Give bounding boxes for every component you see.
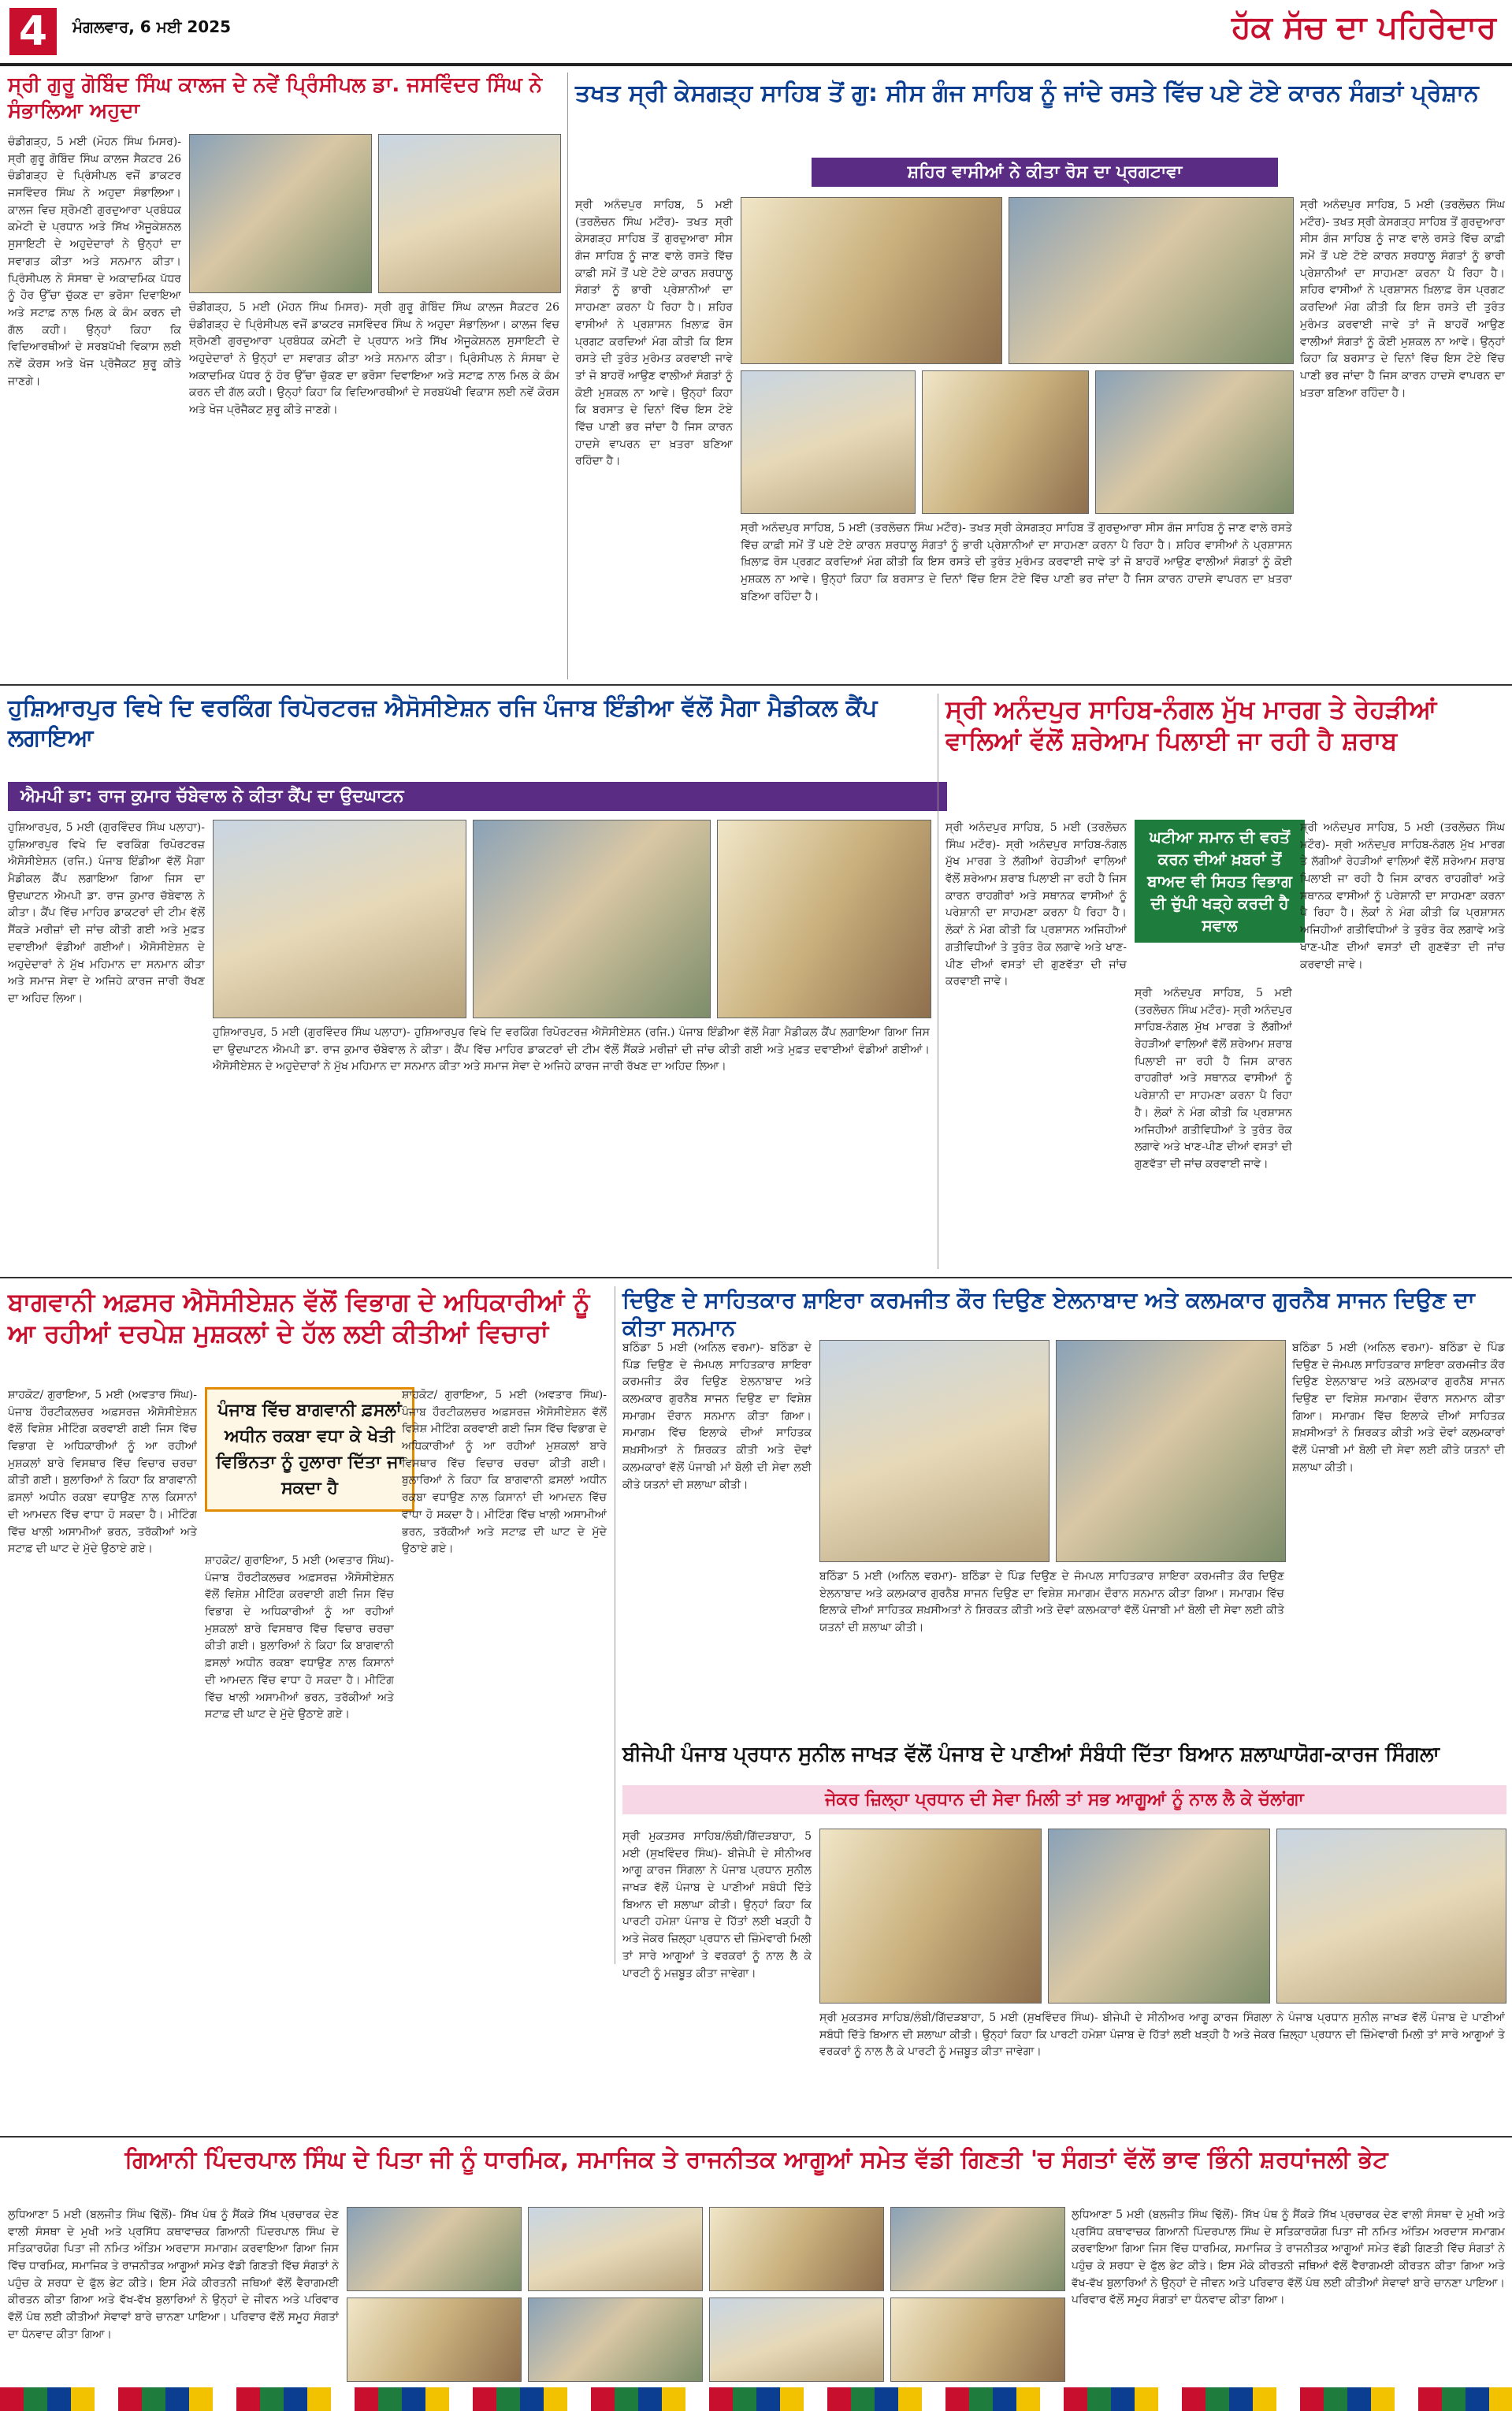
article-literary-photo-2 (1056, 1340, 1286, 1562)
article-liquor-body-1: ਸ੍ਰੀ ਅਨੰਦਪੁਰ ਸਾਹਿਬ, 5 ਮਈ (ਤਰਲੋਚਨ ਸਿੰਘ ਮਟੌਰ)- ਸ੍ਰੀ ਅਨੰਦਪੁਰ ਸਾਹਿਬ-ਨੰਗਲ ਮੁੱਖ ਮਾਰਗ ਤੇ ਲੱਗੀਆਂ ਰੇਹੜੀਆਂ ਵਾਲਿਆਂ ਵੱਲੋਂ ਸ਼ਰੇਆਮ ਸ਼ਰਾਬ ਪਿਲਾਈ ਜਾ ਰਹੀ ਹੈ ਜਿਸ ਕਾਰਨ ਰਾਹਗੀਰਾਂ ਅਤੇ ਸਥਾਨਕ ਵਾਸੀਆਂ ਨੂੰ ਪਰੇਸ਼ਾਨੀ ਦਾ ਸਾਹਮਣਾ ਕਰਨਾ ਪੈ ਰਿਹਾ ਹੈ। ਲੋਕਾਂ ਨੇ ਮੰਗ ਕੀਤੀ ਕਿ ਪ੍ਰਸ਼ਾਸਨ ਅਜਿਹੀਆਂ ਗਤੀਵਿਧੀਆਂ ਤੇ ਤੁਰੰਤ ਰੋਕ ਲਗਾਵੇ ਅਤੇ ਖਾਣ-ਪੀਣ ਦੀਆਂ ਵਸਤਾਂ ਦੀ ਗੁਣਵੱਤਾ ਦੀ ਜਾਂਚ ਕਰਵਾਈ ਜਾਵੇ। (945, 821, 1127, 988)
article-medical-camp-body-1: ਹੁਸ਼ਿਆਰਪੁਰ, 5 ਮਈ (ਗੁਰਵਿੰਦਰ ਸਿੰਘ ਪਲਾਹਾ)- ਹੁਸ਼ਿਆਰਪੁਰ ਵਿਖੇ ਦਿ ਵਰਕਿੰਗ ਰਿਪੋਰਟਰਜ਼ ਐਸੋਸੀਏਸ਼ਨ (ਰਜਿ.) ਪੰਜਾਬ ਇੰਡੀਆ ਵੱਲੋਂ ਮੈਗਾ ਮੈਡੀਕਲ ਕੈਂਪ ਲਗਾਇਆ ਗਿਆ ਜਿਸ ਦਾ ਉਦਘਾਟਨ ਐਮਪੀ ਡਾ. ਰਾਜ ਕੁਮਾਰ ਚੱਬੇਵਾਲ ਨੇ ਕੀਤਾ। ਕੈਂਪ ਵਿੱਚ ਮਾਹਿਰ ਡਾਕਟਰਾਂ ਦੀ ਟੀਮ ਵੱਲੋਂ ਸੈਂਕੜੇ ਮਰੀਜ਼ਾਂ ਦੀ ਜਾਂਚ ਕੀਤੀ ਗਈ ਅਤੇ ਮੁਫ਼ਤ ਦਵਾਈਆਂ ਵੰਡੀਆਂ ਗਈਆਂ। ਐਸੋਸੀਏਸ਼ਨ ਦੇ ਅਹੁਦੇਦਾਰਾਂ ਨੇ ਮੁੱਖ ਮਹਿਮਾਨ ਦਾ ਸਨਮਾਨ ਕੀਤਾ ਅਤੇ ਸਮਾਜ ਸੇਵਾ ਦੇ ਅਜਿਹੇ ਕਾਰਜ ਜਾਰੀ ਰੱਖਣ ਦਾ ਅਹਿਦ ਲਿਆ। (8, 821, 205, 1005)
article-literary-headline: ਦਿਉਣ ਦੇ ਸਾਹਿਤਕਾਰ ਸ਼ਾਇਰਾ ਕਰਮਜੀਤ ਕੌਰ ਦਿਉਣ ਏਲਨਾਬਾਦ ਅਤੇ ਕਲਮਕਾਰ ਗੁਰਨੈਬ ਸਾਜਨ ਦਿਉਣ ਦਾ ਕੀਤਾ ਸਨਮਾਨ (622, 1287, 1475, 1341)
article-bjp-photo-1 (819, 1829, 1042, 2004)
article-tribute-photo-6 (528, 2298, 703, 2382)
column-divider (567, 73, 568, 679)
article-pothole-headline: ਤਖਤ ਸ੍ਰੀ ਕੇਸਗੜ੍ਹ ਸਾਹਿਬ ਤੋਂ ਗੁ: ਸੀਸ ਗੰਜ ਸਾਹਿਬ ਨੂੰ ਜਾਂਦੇ ਰਸਤੇ ਵਿੱਚ ਪਏ ਟੋਏ ਕਾਰਨ ਸੰਗਤਾਂ ਪ੍ਰੇਸ਼ਾਨ (575, 80, 1479, 107)
article-horticulture-body-3: ਸ਼ਾਹਕੋਟ/ ਗੁਰਾਇਆ, 5 ਮਈ (ਅਵਤਾਰ ਸਿੰਘ)- ਪੰਜਾਬ ਹੌਰਟੀਕਲਚਰ ਅਫ਼ਸਰਜ਼ ਐਸੋਸੀਏਸ਼ਨ ਵੱਲੋਂ ਵਿਸ਼ੇਸ਼ ਮੀਟਿੰਗ ਕਰਵਾਈ ਗਈ ਜਿਸ ਵਿੱਚ ਵਿਭਾਗ ਦੇ ਅਧਿਕਾਰੀਆਂ ਨੂੰ ਆ ਰਹੀਆਂ ਮੁਸ਼ਕਲਾਂ ਬਾਰੇ ਵਿਸਥਾਰ ਵਿੱਚ ਵਿਚਾਰ ਚਰਚਾ ਕੀਤੀ ਗਈ। ਬੁਲਾਰਿਆਂ ਨੇ ਕਿਹਾ ਕਿ ਬਾਗਵਾਨੀ ਫ਼ਸਲਾਂ ਅਧੀਨ ਰਕਬਾ ਵਧਾਉਣ ਨਾਲ ਕਿਸਾਨਾਂ ਦੀ ਆਮਦਨ ਵਿੱਚ ਵਾਧਾ ਹੋ ਸਕਦਾ ਹੈ। ਮੀਟਿੰਗ ਵਿੱਚ ਖਾਲੀ ਅਸਾਮੀਆਂ ਭਰਨ, ਤਰੱਕੀਆਂ ਅਤੇ ਸਟਾਫ਼ ਦੀ ਘਾਟ ਦੇ ਮੁੱਦੇ ਉਠਾਏ ਗਏ। (402, 1389, 607, 1556)
article-medical-camp-photo-1 (213, 820, 466, 1018)
article-liquor-headline: ਸ੍ਰੀ ਅਨੰਦਪੁਰ ਸਾਹਿਬ-ਨੰਗਲ ਮੁੱਖ ਮਾਰਗ ਤੇ ਰੇਹੜੀਆਂ ਵਾਲਿਆਂ ਵੱਲੋਂ ਸ਼ਰੇਆਮ ਪਿਲਾਈ ਜਾ ਰਹੀ ਹੈ ਸ਼ਰਾਬ (945, 694, 1437, 756)
article-pothole-body-3: ਸ੍ਰੀ ਅਨੰਦਪੁਰ ਸਾਹਿਬ, 5 ਮਈ (ਤਰਲੋਚਨ ਸਿੰਘ ਮਟੌਰ)- ਤਖਤ ਸ੍ਰੀ ਕੇਸਗੜ੍ਹ ਸਾਹਿਬ ਤੋਂ ਗੁਰਦੁਆਰਾ ਸੀਸ ਗੰਜ ਸਾਹਿਬ ਨੂੰ ਜਾਣ ਵਾਲੇ ਰਸਤੇ ਵਿੱਚ ਕਾਫ਼ੀ ਸਮੇਂ ਤੋਂ ਪਏ ਟੋਏ ਕਾਰਨ ਸ਼ਰਧਾਲੂ ਸੰਗਤਾਂ ਨੂੰ ਭਾਰੀ ਪ੍ਰੇਸ਼ਾਨੀਆਂ ਦਾ ਸਾਹਮਣਾ ਕਰਨਾ ਪੈ ਰਿਹਾ ਹੈ। ਸ਼ਹਿਰ ਵਾਸੀਆਂ ਨੇ ਪ੍ਰਸ਼ਾਸਨ ਖ਼ਿਲਾਫ਼ ਰੋਸ ਪ੍ਰਗਟ ਕਰਦਿਆਂ ਮੰਗ ਕੀਤੀ ਕਿ ਇਸ ਰਸਤੇ ਦੀ ਤੁਰੰਤ ਮੁਰੰਮਤ ਕਰਵਾਈ ਜਾਵੇ ਤਾਂ ਜੋ ਬਾਹਰੋਂ ਆਉਣ ਵਾਲੀਆਂ ਸੰਗਤਾਂ ਨੂੰ ਕੋਈ ਮੁਸ਼ਕਲ ਨਾ ਆਵੇ। ਉਨ੍ਹਾਂ ਕਿਹਾ ਕਿ ਬਰਸਾਤ ਦੇ ਦਿਨਾਂ ਵਿੱਚ ਇਸ ਟੋਏ ਵਿੱਚ ਪਾਣੀ ਭਰ ਜਾਂਦਾ ਹੈ ਜਿਸ ਕਾਰਨ ਹਾਦਸੇ ਵਾਪਰਨ ਦਾ ਖ਼ਤਰਾ ਬਣਿਆ ਰਹਿੰਦਾ ਹੈ। (1300, 199, 1505, 400)
article-tribute-body-1: ਲੁਧਿਆਣਾ 5 ਮਈ (ਬਲਜੀਤ ਸਿੰਘ ਢਿੱਲੋਂ)- ਸਿੱਖ ਪੰਥ ਨੂੰ ਸੈਂਕੜੇ ਸਿੱਖ ਪ੍ਰਚਾਰਕ ਦੇਣ ਵਾਲੀ ਸੰਸਥਾ ਦੇ ਮੁਖੀ ਅਤੇ ਪ੍ਰਸਿੱਧ ਕਥਾਵਾਚਕ ਗਿਆਨੀ ਪਿੰਦਰਪਾਲ ਸਿੰਘ ਦੇ ਸਤਿਕਾਰਯੋਗ ਪਿਤਾ ਜੀ ਨਮਿਤ ਅੰਤਿਮ ਅਰਦਾਸ ਸਮਾਗਮ ਕਰਵਾਇਆ ਗਿਆ ਜਿਸ ਵਿੱਚ ਧਾਰਮਿਕ, ਸਮਾਜਿਕ ਤੇ ਰਾਜਨੀਤਕ ਆਗੂਆਂ ਸਮੇਤ ਵੱਡੀ ਗਿਣਤੀ ਵਿੱਚ ਸੰਗਤਾਂ ਨੇ ਪਹੁੰਚ ਕੇ ਸ਼ਰਧਾ ਦੇ ਫੁੱਲ ਭੇਟ ਕੀਤੇ। ਇਸ ਮੌਕੇ ਕੀਰਤਨੀ ਜਥਿਆਂ ਵੱਲੋਂ ਵੈਰਾਗਮਈ ਕੀਰਤਨ ਕੀਤਾ ਗਿਆ ਅਤੇ ਵੱਖ-ਵੱਖ ਬੁਲਾਰਿਆਂ ਨੇ ਉਨ੍ਹਾਂ ਦੇ ਜੀਵਨ ਅਤੇ ਪਰਿਵਾਰ ਵੱਲੋਂ ਪੰਥ ਲਈ ਕੀਤੀਆਂ ਸੇਵਾਵਾਂ ਬਾਰੇ ਚਾਨਣਾ ਪਾਇਆ। ਪਰਿਵਾਰ ਵੱਲੋਂ ਸਮੂਹ ਸੰਗਤਾਂ ਦਾ ਧੰਨਵਾਦ ਕੀਤਾ ਗਿਆ। (8, 2208, 339, 2341)
footer-color-strip (0, 2387, 1512, 2411)
masthead-logo: ਹੱਕ ਸੱਚ ਦਾ ਪਹਿਰੇਦਾਰ (1232, 9, 1496, 46)
article-principal-body-2: ਚੰਡੀਗੜ੍ਹ, 5 ਮਈ (ਮੋਹਨ ਸਿੰਘ ਮਿਸਰ)- ਸ੍ਰੀ ਗੁਰੂ ਗੋਬਿੰਦ ਸਿੰਘ ਕਾਲਜ ਸੈਕਟਰ 26 ਚੰਡੀਗੜ੍ਹ ਦੇ ਪ੍ਰਿੰਸੀਪਲ ਵਜੋਂ ਡਾਕਟਰ ਜਸਵਿੰਦਰ ਸਿੰਘ ਨੇ ਅਹੁਦਾ ਸੰਭਾਲਿਆ। ਕਾਲਜ ਵਿਚ ਸ਼੍ਰੋਮਣੀ ਗੁਰਦੁਆਰਾ ਪ੍ਰਬੰਧਕ ਕਮੇਟੀ ਦੇ ਪ੍ਰਧਾਨ ਅਤੇ ਸਿੱਖ ਐਜੂਕੇਸ਼ਨਲ ਸੁਸਾਇਟੀ ਦੇ ਅਹੁਦੇਦਾਰਾਂ ਨੇ ਉਨ੍ਹਾਂ ਦਾ ਸਵਾਗਤ ਕੀਤਾ ਅਤੇ ਸਨਮਾਨ ਕੀਤਾ। ਪ੍ਰਿੰਸੀਪਲ ਨੇ ਸੰਸਥਾ ਦੇ ਅਕਾਦਮਿਕ ਪੱਧਰ ਨੂੰ ਹੋਰ ਉੱਚਾ ਚੁੱਕਣ ਦਾ ਭਰੋਸਾ ਦਿਵਾਇਆ ਅਤੇ ਸਟਾਫ਼ ਨਾਲ ਮਿਲ ਕੇ ਕੰਮ ਕਰਨ ਦੀ ਗੱਲ ਕਹੀ। ਉਨ੍ਹਾਂ ਕਿਹਾ ਕਿ ਵਿਦਿਆਰਥੀਆਂ ਦੇ ਸਰਬਪੱਖੀ ਵਿਕਾਸ ਲਈ ਨਵੇਂ ਕੋਰਸ ਅਤੇ ਖੋਜ ਪ੍ਰੋਜੈਕਟ ਸ਼ੁਰੂ ਕੀਤੇ ਜਾਣਗੇ। (189, 301, 559, 417)
article-literary-body-3: ਬਠਿੰਡਾ 5 ਮਈ (ਅਨਿਲ ਵਰਮਾ)- ਬਠਿੰਡਾ ਦੇ ਪਿੰਡ ਦਿਉਣ ਦੇ ਜੰਮਪਲ ਸਾਹਿਤਕਾਰ ਸ਼ਾਇਰਾ ਕਰਮਜੀਤ ਕੌਰ ਦਿਉਣ ਏਲਨਾਬਾਦ ਅਤੇ ਕਲਮਕਾਰ ਗੁਰਨੈਬ ਸਾਜਨ ਦਿਉਣ ਦਾ ਵਿਸ਼ੇਸ਼ ਸਮਾਗਮ ਦੌਰਾਨ ਸਨਮਾਨ ਕੀਤਾ ਗਿਆ। ਸਮਾਗਮ ਵਿੱਚ ਇਲਾਕੇ ਦੀਆਂ ਸਾਹਿਤਕ ਸ਼ਖ਼ਸੀਅਤਾਂ ਨੇ ਸ਼ਿਰਕਤ ਕੀਤੀ ਅਤੇ ਦੋਵਾਂ ਕਲਮਕਾਰਾਂ ਵੱਲੋਂ ਪੰਜਾਬੀ ਮਾਂ ਬੋਲੀ ਦੀ ਸੇਵਾ ਲਈ ਕੀਤੇ ਯਤਨਾਂ ਦੀ ਸ਼ਲਾਘਾ ਕੀਤੀ। (1292, 1341, 1505, 1474)
article-liquor-body-3: ਸ੍ਰੀ ਅਨੰਦਪੁਰ ਸਾਹਿਬ, 5 ਮਈ (ਤਰਲੋਚਨ ਸਿੰਘ ਮਟੌਰ)- ਸ੍ਰੀ ਅਨੰਦਪੁਰ ਸਾਹਿਬ-ਨੰਗਲ ਮੁੱਖ ਮਾਰਗ ਤੇ ਲੱਗੀਆਂ ਰੇਹੜੀਆਂ ਵਾਲਿਆਂ ਵੱਲੋਂ ਸ਼ਰੇਆਮ ਸ਼ਰਾਬ ਪਿਲਾਈ ਜਾ ਰਹੀ ਹੈ ਜਿਸ ਕਾਰਨ ਰਾਹਗੀਰਾਂ ਅਤੇ ਸਥਾਨਕ ਵਾਸੀਆਂ ਨੂੰ ਪਰੇਸ਼ਾਨੀ ਦਾ ਸਾਹਮਣਾ ਕਰਨਾ ਪੈ ਰਿਹਾ ਹੈ। ਲੋਕਾਂ ਨੇ ਮੰਗ ਕੀਤੀ ਕਿ ਪ੍ਰਸ਼ਾਸਨ ਅਜਿਹੀਆਂ ਗਤੀਵਿਧੀਆਂ ਤੇ ਤੁਰੰਤ ਰੋਕ ਲਗਾਵੇ ਅਤੇ ਖਾਣ-ਪੀਣ ਦੀਆਂ ਵਸਤਾਂ ਦੀ ਗੁਣਵੱਤਾ ਦੀ ਜਾਂਚ ਕਰਵਾਈ ਜਾਵੇ। (1300, 821, 1505, 971)
article-literary-photo-1 (819, 1340, 1049, 1562)
article-horticulture-body-1: ਸ਼ਾਹਕੋਟ/ ਗੁਰਾਇਆ, 5 ਮਈ (ਅਵਤਾਰ ਸਿੰਘ)- ਪੰਜਾਬ ਹੌਰਟੀਕਲਚਰ ਅਫ਼ਸਰਜ਼ ਐਸੋਸੀਏਸ਼ਨ ਵੱਲੋਂ ਵਿਸ਼ੇਸ਼ ਮੀਟਿੰਗ ਕਰਵਾਈ ਗਈ ਜਿਸ ਵਿੱਚ ਵਿਭਾਗ ਦੇ ਅਧਿਕਾਰੀਆਂ ਨੂੰ ਆ ਰਹੀਆਂ ਮੁਸ਼ਕਲਾਂ ਬਾਰੇ ਵਿਸਥਾਰ ਵਿੱਚ ਵਿਚਾਰ ਚਰਚਾ ਕੀਤੀ ਗਈ। ਬੁਲਾਰਿਆਂ ਨੇ ਕਿਹਾ ਕਿ ਬਾਗਵਾਨੀ ਫ਼ਸਲਾਂ ਅਧੀਨ ਰਕਬਾ ਵਧਾਉਣ ਨਾਲ ਕਿਸਾਨਾਂ ਦੀ ਆਮਦਨ ਵਿੱਚ ਵਾਧਾ ਹੋ ਸਕਦਾ ਹੈ। ਮੀਟਿੰਗ ਵਿੱਚ ਖਾਲੀ ਅਸਾਮੀਆਂ ਭਰਨ, ਤਰੱਕੀਆਂ ਅਤੇ ਸਟਾਫ਼ ਦੀ ਘਾਟ ਦੇ ਮੁੱਦੇ ਉਠਾਏ ਗਏ। (8, 1389, 197, 1556)
article-horticulture-body-2: ਸ਼ਾਹਕੋਟ/ ਗੁਰਾਇਆ, 5 ਮਈ (ਅਵਤਾਰ ਸਿੰਘ)- ਪੰਜਾਬ ਹੌਰਟੀਕਲਚਰ ਅਫ਼ਸਰਜ਼ ਐਸੋਸੀਏਸ਼ਨ ਵੱਲੋਂ ਵਿਸ਼ੇਸ਼ ਮੀਟਿੰਗ ਕਰਵਾਈ ਗਈ ਜਿਸ ਵਿੱਚ ਵਿਭਾਗ ਦੇ ਅਧਿਕਾਰੀਆਂ ਨੂੰ ਆ ਰਹੀਆਂ ਮੁਸ਼ਕਲਾਂ ਬਾਰੇ ਵਿਸਥਾਰ ਵਿੱਚ ਵਿਚਾਰ ਚਰਚਾ ਕੀਤੀ ਗਈ। ਬੁਲਾਰਿਆਂ ਨੇ ਕਿਹਾ ਕਿ ਬਾਗਵਾਨੀ ਫ਼ਸਲਾਂ ਅਧੀਨ ਰਕਬਾ ਵਧਾਉਣ ਨਾਲ ਕਿਸਾਨਾਂ ਦੀ ਆਮਦਨ ਵਿੱਚ ਵਾਧਾ ਹੋ ਸਕਦਾ ਹੈ। ਮੀਟਿੰਗ ਵਿੱਚ ਖਾਲੀ ਅਸਾਮੀਆਂ ਭਰਨ, ਤਰੱਕੀਆਂ ਅਤੇ ਸਟਾਫ਼ ਦੀ ਘਾਟ ਦੇ ਮੁੱਦੇ ਉਠਾਏ ਗਏ। (205, 1554, 394, 1721)
article-bjp-body-2: ਸ੍ਰੀ ਮੁਕਤਸਰ ਸਾਹਿਬ/ਲੰਬੀ/ਗਿੱਦੜਬਾਹਾ, 5 ਮਈ (ਸੁਖਵਿੰਦਰ ਸਿੰਘ)- ਬੀਜੇਪੀ ਦੇ ਸੀਨੀਅਰ ਆਗੂ ਕਾਰਜ ਸਿੰਗਲਾ ਨੇ ਪੰਜਾਬ ਪ੍ਰਧਾਨ ਸੁਨੀਲ ਜਾਖੜ ਵੱਲੋਂ ਪੰਜਾਬ ਦੇ ਪਾਣੀਆਂ ਸਬੰਧੀ ਦਿੱਤੇ ਬਿਆਨ ਦੀ ਸ਼ਲਾਘਾ ਕੀਤੀ। ਉਨ੍ਹਾਂ ਕਿਹਾ ਕਿ ਪਾਰਟੀ ਹਮੇਸ਼ਾ ਪੰਜਾਬ ਦੇ ਹਿੱਤਾਂ ਲਈ ਖੜ੍ਹੀ ਹੈ ਅਤੇ ਜੇਕਰ ਜ਼ਿਲ੍ਹਾ ਪ੍ਰਧਾਨ ਦੀ ਜ਼ਿੰਮੇਵਾਰੀ ਮਿਲੀ ਤਾਂ ਸਾਰੇ ਆਗੂਆਂ ਤੇ ਵਰਕਰਾਂ ਨੂੰ ਨਾਲ ਲੈ ਕੇ ਪਾਰਟੀ ਨੂੰ ਮਜ਼ਬੂਤ ਕੀਤਾ ਜਾਵੇਗਾ। (819, 2011, 1505, 2059)
article-tribute-photo-8 (890, 2298, 1065, 2382)
article-pothole-photo-1 (741, 197, 1002, 364)
article-medical-camp-headline: ਹੁਸ਼ਿਆਰਪੁਰ ਵਿਖੇ ਦਿ ਵਰਕਿੰਗ ਰਿਪੋਰਟਰਜ਼ ਐਸੋਸੀਏਸ਼ਨ ਰਜਿ ਪੰਜਾਬ ਇੰਡੀਆ ਵੱਲੋਂ ਮੈਗਾ ਮੈਡੀਕਲ ਕੈਂਪ ਲਗਾਇਆ (8, 694, 878, 752)
article-pothole-photo-3 (741, 370, 916, 514)
section-divider (0, 2136, 1512, 2138)
article-bjp-photo-2 (1048, 1829, 1270, 2004)
article-medical-camp-photo-3 (717, 820, 931, 1018)
article-pothole-body-2: ਸ੍ਰੀ ਅਨੰਦਪੁਰ ਸਾਹਿਬ, 5 ਮਈ (ਤਰਲੋਚਨ ਸਿੰਘ ਮਟੌਰ)- ਤਖਤ ਸ੍ਰੀ ਕੇਸਗੜ੍ਹ ਸਾਹਿਬ ਤੋਂ ਗੁਰਦੁਆਰਾ ਸੀਸ ਗੰਜ ਸਾਹਿਬ ਨੂੰ ਜਾਣ ਵਾਲੇ ਰਸਤੇ ਵਿੱਚ ਕਾਫ਼ੀ ਸਮੇਂ ਤੋਂ ਪਏ ਟੋਏ ਕਾਰਨ ਸ਼ਰਧਾਲੂ ਸੰਗਤਾਂ ਨੂੰ ਭਾਰੀ ਪ੍ਰੇਸ਼ਾਨੀਆਂ ਦਾ ਸਾਹਮਣਾ ਕਰਨਾ ਪੈ ਰਿਹਾ ਹੈ। ਸ਼ਹਿਰ ਵਾਸੀਆਂ ਨੇ ਪ੍ਰਸ਼ਾਸਨ ਖ਼ਿਲਾਫ਼ ਰੋਸ ਪ੍ਰਗਟ ਕਰਦਿਆਂ ਮੰਗ ਕੀਤੀ ਕਿ ਇਸ ਰਸਤੇ ਦੀ ਤੁਰੰਤ ਮੁਰੰਮਤ ਕਰਵਾਈ ਜਾਵੇ ਤਾਂ ਜੋ ਬਾਹਰੋਂ ਆਉਣ ਵਾਲੀਆਂ ਸੰਗਤਾਂ ਨੂੰ ਕੋਈ ਮੁਸ਼ਕਲ ਨਾ ਆਵੇ। ਉਨ੍ਹਾਂ ਕਿਹਾ ਕਿ ਬਰਸਾਤ ਦੇ ਦਿਨਾਂ ਵਿੱਚ ਇਸ ਟੋਏ ਵਿੱਚ ਪਾਣੀ ਭਰ ਜਾਂਦਾ ਹੈ ਜਿਸ ਕਾਰਨ ਹਾਦਸੇ ਵਾਪਰਨ ਦਾ ਖ਼ਤਰਾ ਬਣਿਆ ਰਹਿੰਦਾ ਹੈ। (741, 522, 1292, 603)
article-bjp-photo-3 (1276, 1829, 1506, 2004)
article-pothole-photo-4 (922, 370, 1089, 514)
section-divider (0, 684, 1512, 686)
article-literary-body-2: ਬਠਿੰਡਾ 5 ਮਈ (ਅਨਿਲ ਵਰਮਾ)- ਬਠਿੰਡਾ ਦੇ ਪਿੰਡ ਦਿਉਣ ਦੇ ਜੰਮਪਲ ਸਾਹਿਤਕਾਰ ਸ਼ਾਇਰਾ ਕਰਮਜੀਤ ਕੌਰ ਦਿਉਣ ਏਲਨਾਬਾਦ ਅਤੇ ਕਲਮਕਾਰ ਗੁਰਨੈਬ ਸਾਜਨ ਦਿਉਣ ਦਾ ਵਿਸ਼ੇਸ਼ ਸਮਾਗਮ ਦੌਰਾਨ ਸਨਮਾਨ ਕੀਤਾ ਗਿਆ। ਸਮਾਗਮ ਵਿੱਚ ਇਲਾਕੇ ਦੀਆਂ ਸਾਹਿਤਕ ਸ਼ਖ਼ਸੀਅਤਾਂ ਨੇ ਸ਼ਿਰਕਤ ਕੀਤੀ ਅਤੇ ਦੋਵਾਂ ਕਲਮਕਾਰਾਂ ਵੱਲੋਂ ਪੰਜਾਬੀ ਮਾਂ ਬੋਲੀ ਦੀ ਸੇਵਾ ਲਈ ਕੀਤੇ ਯਤਨਾਂ ਦੀ ਸ਼ਲਾਘਾ ਕੀਤੀ। (819, 1570, 1284, 1635)
page-number: 4 (9, 8, 57, 55)
article-liquor-callout: ਘਟੀਆ ਸਮਾਨ ਦੀ ਵਰਤੋਂ ਕਰਨ ਦੀਆਂ ਖ਼ਬਰਾਂ ਤੋਂ ਬਾਅਦ ਵੀ ਸਿਹਤ ਵਿਭਾਗ ਦੀ ਚੁੱਪੀ ਖੜ੍ਹੇ ਕਰਦੀ ਹੈ ਸਵਾਲ (1135, 820, 1305, 943)
article-liquor-body-2: ਸ੍ਰੀ ਅਨੰਦਪੁਰ ਸਾਹਿਬ, 5 ਮਈ (ਤਰਲੋਚਨ ਸਿੰਘ ਮਟੌਰ)- ਸ੍ਰੀ ਅਨੰਦਪੁਰ ਸਾਹਿਬ-ਨੰਗਲ ਮੁੱਖ ਮਾਰਗ ਤੇ ਲੱਗੀਆਂ ਰੇਹੜੀਆਂ ਵਾਲਿਆਂ ਵੱਲੋਂ ਸ਼ਰੇਆਮ ਸ਼ਰਾਬ ਪਿਲਾਈ ਜਾ ਰਹੀ ਹੈ ਜਿਸ ਕਾਰਨ ਰਾਹਗੀਰਾਂ ਅਤੇ ਸਥਾਨਕ ਵਾਸੀਆਂ ਨੂੰ ਪਰੇਸ਼ਾਨੀ ਦਾ ਸਾਹਮਣਾ ਕਰਨਾ ਪੈ ਰਿਹਾ ਹੈ। ਲੋਕਾਂ ਨੇ ਮੰਗ ਕੀਤੀ ਕਿ ਪ੍ਰਸ਼ਾਸਨ ਅਜਿਹੀਆਂ ਗਤੀਵਿਧੀਆਂ ਤੇ ਤੁਰੰਤ ਰੋਕ ਲਗਾਵੇ ਅਤੇ ਖਾਣ-ਪੀਣ ਦੀਆਂ ਵਸਤਾਂ ਦੀ ਗੁਣਵੱਤਾ ਦੀ ਜਾਂਚ ਕਰਵਾਈ ਜਾਵੇ। (1135, 987, 1292, 1170)
article-principal-body-1: ਚੰਡੀਗੜ੍ਹ, 5 ਮਈ (ਮੋਹਨ ਸਿੰਘ ਮਿਸਰ)- ਸ੍ਰੀ ਗੁਰੂ ਗੋਬਿੰਦ ਸਿੰਘ ਕਾਲਜ ਸੈਕਟਰ 26 ਚੰਡੀਗੜ੍ਹ ਦੇ ਪ੍ਰਿੰਸੀਪਲ ਵਜੋਂ ਡਾਕਟਰ ਜਸਵਿੰਦਰ ਸਿੰਘ ਨੇ ਅਹੁਦਾ ਸੰਭਾਲਿਆ। ਕਾਲਜ ਵਿਚ ਸ਼੍ਰੋਮਣੀ ਗੁਰਦੁਆਰਾ ਪ੍ਰਬੰਧਕ ਕਮੇਟੀ ਦੇ ਪ੍ਰਧਾਨ ਅਤੇ ਸਿੱਖ ਐਜੂਕੇਸ਼ਨਲ ਸੁਸਾਇਟੀ ਦੇ ਅਹੁਦੇਦਾਰਾਂ ਨੇ ਉਨ੍ਹਾਂ ਦਾ ਸਵਾਗਤ ਕੀਤਾ ਅਤੇ ਸਨਮਾਨ ਕੀਤਾ। ਪ੍ਰਿੰਸੀਪਲ ਨੇ ਸੰਸਥਾ ਦੇ ਅਕਾਦਮਿਕ ਪੱਧਰ ਨੂੰ ਹੋਰ ਉੱਚਾ ਚੁੱਕਣ ਦਾ ਭਰੋਸਾ ਦਿਵਾਇਆ ਅਤੇ ਸਟਾਫ਼ ਨਾਲ ਮਿਲ ਕੇ ਕੰਮ ਕਰਨ ਦੀ ਗੱਲ ਕਹੀ। ਉਨ੍ਹਾਂ ਕਿਹਾ ਕਿ ਵਿਦਿਆਰਥੀਆਂ ਦੇ ਸਰਬਪੱਖੀ ਵਿਕਾਸ ਲਈ ਨਵੇਂ ਕੋਰਸ ਅਤੇ ਖੋਜ ਪ੍ਰੋਜੈਕਟ ਸ਼ੁਰੂ ਕੀਤੇ ਜਾਣਗੇ। (8, 136, 181, 388)
article-pothole-photo-5 (1095, 370, 1294, 514)
article-pothole-subhead: ਸ਼ਹਿਰ ਵਾਸੀਆਂ ਨੇ ਕੀਤਾ ਰੋਸ ਦਾ ਪ੍ਰਗਟਾਵਾ (812, 158, 1278, 187)
article-pothole-photo-2 (1009, 197, 1294, 364)
article-literary-body-1: ਬਠਿੰਡਾ 5 ਮਈ (ਅਨਿਲ ਵਰਮਾ)- ਬਠਿੰਡਾ ਦੇ ਪਿੰਡ ਦਿਉਣ ਦੇ ਜੰਮਪਲ ਸਾਹਿਤਕਾਰ ਸ਼ਾਇਰਾ ਕਰਮਜੀਤ ਕੌਰ ਦਿਉਣ ਏਲਨਾਬਾਦ ਅਤੇ ਕਲਮਕਾਰ ਗੁਰਨੈਬ ਸਾਜਨ ਦਿਉਣ ਦਾ ਵਿਸ਼ੇਸ਼ ਸਮਾਗਮ ਦੌਰਾਨ ਸਨਮਾਨ ਕੀਤਾ ਗਿਆ। ਸਮਾਗਮ ਵਿੱਚ ਇਲਾਕੇ ਦੀਆਂ ਸਾਹਿਤਕ ਸ਼ਖ਼ਸੀਅਤਾਂ ਨੇ ਸ਼ਿਰਕਤ ਕੀਤੀ ਅਤੇ ਦੋਵਾਂ ਕਲਮਕਾਰਾਂ ਵੱਲੋਂ ਪੰਜਾਬੀ ਮਾਂ ਬੋਲੀ ਦੀ ਸੇਵਾ ਲਈ ਕੀਤੇ ਯਤਨਾਂ ਦੀ ਸ਼ਲਾਘਾ ਕੀਤੀ। (622, 1341, 812, 1491)
article-principal-photo-1 (189, 134, 372, 293)
article-bjp-headline: ਬੀਜੇਪੀ ਪੰਜਾਬ ਪ੍ਰਧਾਨ ਸੁਨੀਲ ਜਾਖੜ ਵੱਲੋਂ ਪੰਜਾਬ ਦੇ ਪਾਣੀਆਂ ਸੰਬੰਧੀ ਦਿੱਤਾ ਬਿਆਨ ਸ਼ਲਾਘਾਯੋਗ-ਕਾਰਜ ਸਿੰਗਲਾ (622, 1743, 1440, 1766)
article-tribute-headline: ਗਿਆਨੀ ਪਿੰਦਰਪਾਲ ਸਿੰਘ ਦੇ ਪਿਤਾ ਜੀ ਨੂੰ ਧਾਰਮਿਕ, ਸਮਾਜਿਕ ਤੇ ਰਾਜਨੀਤਕ ਆਗੂਆਂ ਸਮੇਤ ਵੱਡੀ ਗਿਣਤੀ 'ਚ ਸੰਗਤਾਂ ਵੱਲੋਂ ਭਾਵ ਭਿੰਨੀ ਸ਼ਰਧਾਂਜਲੀ ਭੇਟ (124, 2146, 1388, 2174)
article-horticulture-headline: ਬਾਗਵਾਨੀ ਅਫ਼ਸਰ ਐਸੋਸੀਏਸ਼ਨ ਵੱਲੋਂ ਵਿਭਾਗ ਦੇ ਅਧਿਕਾਰੀਆਂ ਨੂੰ ਆ ਰਹੀਆਂ ਦਰਪੇਸ਼ ਮੁਸ਼ਕਲਾਂ ਦੇ ਹੱਲ ਲਈ ਕੀਤੀਆਂ ਵਿਚਾਰਾਂ (8, 1287, 590, 1349)
article-bjp-subhead: ਜੇਕਰ ਜ਼ਿਲ੍ਹਾ ਪ੍ਰਧਾਨ ਦੀ ਸੇਵਾ ਮਿਲੀ ਤਾਂ ਸਭ ਆਗੂਆਂ ਨੂੰ ਨਾਲ ਲੈ ਕੇ ਚੱਲਾਂਗਾ (622, 1785, 1506, 1814)
article-medical-camp-photo-2 (473, 820, 711, 1018)
article-tribute-photo-3 (709, 2207, 884, 2291)
article-tribute-photo-5 (347, 2298, 522, 2382)
article-tribute-photo-7 (709, 2298, 884, 2382)
article-medical-camp-subhead: ਐਮਪੀ ਡਾ: ਰਾਜ ਕੁਮਾਰ ਚੱਬੇਵਾਲ ਨੇ ਕੀਤਾ ਕੈਂਪ ਦਾ ਉਦਘਾਟਨ (8, 782, 947, 811)
article-principal-photo-2 (378, 134, 561, 293)
section-divider (0, 1277, 1512, 1278)
article-pothole-body-1: ਸ੍ਰੀ ਅਨੰਦਪੁਰ ਸਾਹਿਬ, 5 ਮਈ (ਤਰਲੋਚਨ ਸਿੰਘ ਮਟੌਰ)- ਤਖਤ ਸ੍ਰੀ ਕੇਸਗੜ੍ਹ ਸਾਹਿਬ ਤੋਂ ਗੁਰਦੁਆਰਾ ਸੀਸ ਗੰਜ ਸਾਹਿਬ ਨੂੰ ਜਾਣ ਵਾਲੇ ਰਸਤੇ ਵਿੱਚ ਕਾਫ਼ੀ ਸਮੇਂ ਤੋਂ ਪਏ ਟੋਏ ਕਾਰਨ ਸ਼ਰਧਾਲੂ ਸੰਗਤਾਂ ਨੂੰ ਭਾਰੀ ਪ੍ਰੇਸ਼ਾਨੀਆਂ ਦਾ ਸਾਹਮਣਾ ਕਰਨਾ ਪੈ ਰਿਹਾ ਹੈ। ਸ਼ਹਿਰ ਵਾਸੀਆਂ ਨੇ ਪ੍ਰਸ਼ਾਸਨ ਖ਼ਿਲਾਫ਼ ਰੋਸ ਪ੍ਰਗਟ ਕਰਦਿਆਂ ਮੰਗ ਕੀਤੀ ਕਿ ਇਸ ਰਸਤੇ ਦੀ ਤੁਰੰਤ ਮੁਰੰਮਤ ਕਰਵਾਈ ਜਾਵੇ ਤਾਂ ਜੋ ਬਾਹਰੋਂ ਆਉਣ ਵਾਲੀਆਂ ਸੰਗਤਾਂ ਨੂੰ ਕੋਈ ਮੁਸ਼ਕਲ ਨਾ ਆਵੇ। ਉਨ੍ਹਾਂ ਕਿਹਾ ਕਿ ਬਰਸਾਤ ਦੇ ਦਿਨਾਂ ਵਿੱਚ ਇਸ ਟੋਏ ਵਿੱਚ ਪਾਣੀ ਭਰ ਜਾਂਦਾ ਹੈ ਜਿਸ ਕਾਰਨ ਹਾਦਸੇ ਵਾਪਰਨ ਦਾ ਖ਼ਤਰਾ ਬਣਿਆ ਰਹਿੰਦਾ ਹੈ। (575, 199, 733, 468)
article-medical-camp-body-2: ਹੁਸ਼ਿਆਰਪੁਰ, 5 ਮਈ (ਗੁਰਵਿੰਦਰ ਸਿੰਘ ਪਲਾਹਾ)- ਹੁਸ਼ਿਆਰਪੁਰ ਵਿਖੇ ਦਿ ਵਰਕਿੰਗ ਰਿਪੋਰਟਰਜ਼ ਐਸੋਸੀਏਸ਼ਨ (ਰਜਿ.) ਪੰਜਾਬ ਇੰਡੀਆ ਵੱਲੋਂ ਮੈਗਾ ਮੈਡੀਕਲ ਕੈਂਪ ਲਗਾਇਆ ਗਿਆ ਜਿਸ ਦਾ ਉਦਘਾਟਨ ਐਮਪੀ ਡਾ. ਰਾਜ ਕੁਮਾਰ ਚੱਬੇਵਾਲ ਨੇ ਕੀਤਾ। ਕੈਂਪ ਵਿੱਚ ਮਾਹਿਰ ਡਾਕਟਰਾਂ ਦੀ ਟੀਮ ਵੱਲੋਂ ਸੈਂਕੜੇ ਮਰੀਜ਼ਾਂ ਦੀ ਜਾਂਚ ਕੀਤੀ ਗਈ ਅਤੇ ਮੁਫ਼ਤ ਦਵਾਈਆਂ ਵੰਡੀਆਂ ਗਈਆਂ। ਐਸੋਸੀਏਸ਼ਨ ਦੇ ਅਹੁਦੇਦਾਰਾਂ ਨੇ ਮੁੱਖ ਮਹਿਮਾਨ ਦਾ ਸਨਮਾਨ ਕੀਤਾ ਅਤੇ ਸਮਾਜ ਸੇਵਾ ਦੇ ਅਜਿਹੇ ਕਾਰਜ ਜਾਰੀ ਰੱਖਣ ਦਾ ਅਹਿਦ ਲਿਆ। (213, 1026, 930, 1073)
article-tribute-photo-2 (528, 2207, 703, 2291)
issue-date: ਮੰਗਲਵਾਰ, 6 ਮਈ 2025 (72, 17, 232, 36)
article-tribute-photo-4 (890, 2207, 1065, 2291)
article-horticulture-callout: ਪੰਜਾਬ ਵਿੱਚ ਬਾਗਵਾਨੀ ਫ਼ਸਲਾਂ ਅਧੀਨ ਰਕਬਾ ਵਧਾ ਕੇ ਖੇਤੀ ਵਿਭਿੰਨਤਾ ਨੂੰ ਹੁਲਾਰਾ ਦਿੱਤਾ ਜਾ ਸਕਦਾ ਹੈ (205, 1387, 414, 1512)
article-tribute-body-2: ਲੁਧਿਆਣਾ 5 ਮਈ (ਬਲਜੀਤ ਸਿੰਘ ਢਿੱਲੋਂ)- ਸਿੱਖ ਪੰਥ ਨੂੰ ਸੈਂਕੜੇ ਸਿੱਖ ਪ੍ਰਚਾਰਕ ਦੇਣ ਵਾਲੀ ਸੰਸਥਾ ਦੇ ਮੁਖੀ ਅਤੇ ਪ੍ਰਸਿੱਧ ਕਥਾਵਾਚਕ ਗਿਆਨੀ ਪਿੰਦਰਪਾਲ ਸਿੰਘ ਦੇ ਸਤਿਕਾਰਯੋਗ ਪਿਤਾ ਜੀ ਨਮਿਤ ਅੰਤਿਮ ਅਰਦਾਸ ਸਮਾਗਮ ਕਰਵਾਇਆ ਗਿਆ ਜਿਸ ਵਿੱਚ ਧਾਰਮਿਕ, ਸਮਾਜਿਕ ਤੇ ਰਾਜਨੀਤਕ ਆਗੂਆਂ ਸਮੇਤ ਵੱਡੀ ਗਿਣਤੀ ਵਿੱਚ ਸੰਗਤਾਂ ਨੇ ਪਹੁੰਚ ਕੇ ਸ਼ਰਧਾ ਦੇ ਫੁੱਲ ਭੇਟ ਕੀਤੇ। ਇਸ ਮੌਕੇ ਕੀਰਤਨੀ ਜਥਿਆਂ ਵੱਲੋਂ ਵੈਰਾਗਮਈ ਕੀਰਤਨ ਕੀਤਾ ਗਿਆ ਅਤੇ ਵੱਖ-ਵੱਖ ਬੁਲਾਰਿਆਂ ਨੇ ਉਨ੍ਹਾਂ ਦੇ ਜੀਵਨ ਅਤੇ ਪਰਿਵਾਰ ਵੱਲੋਂ ਪੰਥ ਲਈ ਕੀਤੀਆਂ ਸੇਵਾਵਾਂ ਬਾਰੇ ਚਾਨਣਾ ਪਾਇਆ। ਪਰਿਵਾਰ ਵੱਲੋਂ ਸਮੂਹ ਸੰਗਤਾਂ ਦਾ ਧੰਨਵਾਦ ਕੀਤਾ ਗਿਆ। (1072, 2208, 1505, 2307)
article-principal-headline: ਸ੍ਰੀ ਗੁਰੂ ਗੋਬਿੰਦ ਸਿੰਘ ਕਾਲਜ ਦੇ ਨਵੇਂ ਪ੍ਰਿੰਸੀਪਲ ਡਾ. ਜਸਵਿੰਦਰ ਸਿੰਘ ਨੇ ਸੰਭਾਲਿਆ ਅਹੁਦਾ (8, 73, 542, 123)
article-tribute-photo-1 (347, 2207, 522, 2291)
header-rule (0, 63, 1512, 66)
article-bjp-body-1: ਸ੍ਰੀ ਮੁਕਤਸਰ ਸਾਹਿਬ/ਲੰਬੀ/ਗਿੱਦੜਬਾਹਾ, 5 ਮਈ (ਸੁਖਵਿੰਦਰ ਸਿੰਘ)- ਬੀਜੇਪੀ ਦੇ ਸੀਨੀਅਰ ਆਗੂ ਕਾਰਜ ਸਿੰਗਲਾ ਨੇ ਪੰਜਾਬ ਪ੍ਰਧਾਨ ਸੁਨੀਲ ਜਾਖੜ ਵੱਲੋਂ ਪੰਜਾਬ ਦੇ ਪਾਣੀਆਂ ਸਬੰਧੀ ਦਿੱਤੇ ਬਿਆਨ ਦੀ ਸ਼ਲਾਘਾ ਕੀਤੀ। ਉਨ੍ਹਾਂ ਕਿਹਾ ਕਿ ਪਾਰਟੀ ਹਮੇਸ਼ਾ ਪੰਜਾਬ ਦੇ ਹਿੱਤਾਂ ਲਈ ਖੜ੍ਹੀ ਹੈ ਅਤੇ ਜੇਕਰ ਜ਼ਿਲ੍ਹਾ ਪ੍ਰਧਾਨ ਦੀ ਜ਼ਿੰਮੇਵਾਰੀ ਮਿਲੀ ਤਾਂ ਸਾਰੇ ਆਗੂਆਂ ਤੇ ਵਰਕਰਾਂ ਨੂੰ ਨਾਲ ਲੈ ਕੇ ਪਾਰਟੀ ਨੂੰ ਮਜ਼ਬੂਤ ਕੀਤਾ ਜਾਵੇਗਾ। (622, 1830, 812, 1980)
